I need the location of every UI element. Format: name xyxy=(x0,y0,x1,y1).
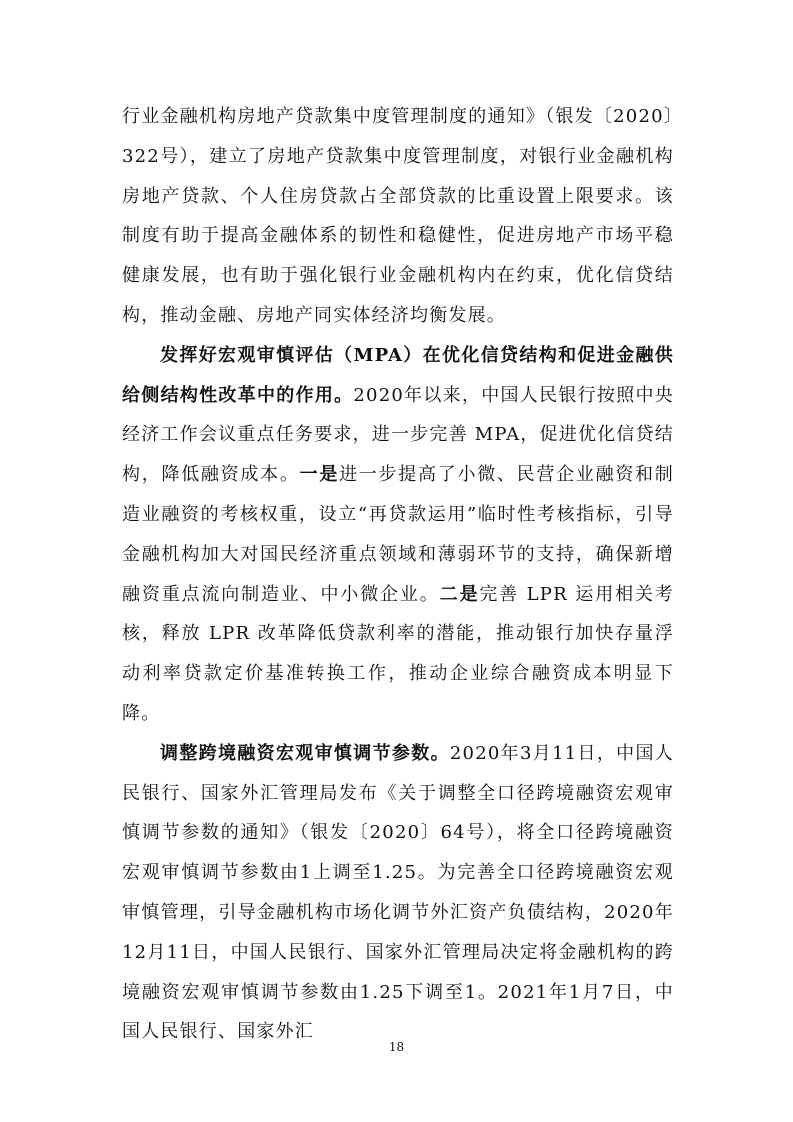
text-segment: 2020年以来，中国人民银行按照中央经济工作会议重点任务要求，进一步完善 MPA，促进优化信贷结构，降低融资成本。 xyxy=(122,384,674,486)
paragraph-3 xyxy=(122,734,674,1052)
text-segment: 行业金融机构房地产贷款集中度管理制度的通知》（银发〔2020〕322号），建立了房地产贷款集中度管理制度，对银行业金融机构房地产贷款、个人住房贷款占全部贷款的比重设置上限要求。该制度有助于提高金融体系的韧性和稳健性，促进房地产市场平稳健康发展，也有助于强化银行业金融机构内在约束，优化信贷结构，推动金融、房地产同实体经济均衡发展。 xyxy=(122,106,674,326)
text-segment: 完善 LPR 运用相关考核，释放 LPR 改革降低贷款利率的潜能，推动银行加快存量浮动利率贷款定价基准转换工作，推动企业综合融资成本明显下降。 xyxy=(122,583,674,724)
bold-heading: 调整跨境融资宏观审慎调节参数。 xyxy=(160,742,450,764)
body-text xyxy=(122,97,674,1052)
bold-marker: 二是 xyxy=(439,583,480,605)
text-segment: 2020年3月11日，中国人民银行、国家外汇管理局发布《关于调整全口径跨境融资宏观审慎调节参数的通知》（银发〔2020〕64号），将全口径跨境融资宏观审慎调节参数由1上调至1.25。为完善全口径跨境融资宏观审慎管理，引导金融机构市场化调节外汇资产负债结构，2020年12月11日，中国人民银行、国家外汇管理局决定将金融机构的跨境融资宏观审慎调节参数由1.25下调至1。2021年1月7日，中国人民银行、国家外汇 xyxy=(122,742,675,1043)
text-segment: 进一步提高了小微、民营企业融资和制造业融资的考核权重，设立“再贷款运用”临时性考核指标，引导金融机构加大对国民经济重点领域和薄弱环节的支持，确保新增融资重点流向制造业、中小微企业。 xyxy=(122,464,674,605)
page-number: 18 xyxy=(388,1040,405,1054)
bold-heading: 发挥好宏观审慎评估（MPA）在优化信贷结构和促进金融供给侧结构性改革中的作用。 xyxy=(122,344,674,406)
bold-marker: 一是 xyxy=(299,464,340,486)
paragraph-2 xyxy=(122,336,674,734)
paragraph-1 xyxy=(122,97,674,336)
